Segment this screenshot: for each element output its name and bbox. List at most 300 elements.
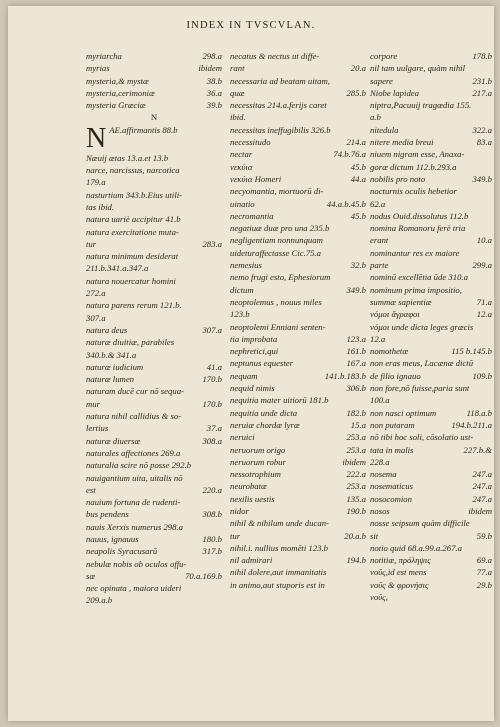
entry-text: nosocomion xyxy=(370,493,412,504)
entry-text: neoptolemi Enniani senten- xyxy=(230,321,326,332)
index-entry xyxy=(370,530,492,542)
entry-reference: 227.b.& xyxy=(463,444,492,455)
entry-text: nodus Ouid.dissolutus 112.b xyxy=(370,210,469,221)
entry-text: 100.a xyxy=(370,395,390,406)
column-1 xyxy=(86,50,222,607)
index-entry xyxy=(230,444,366,456)
index-entry xyxy=(230,333,366,345)
index-entry xyxy=(230,87,366,99)
entry-reference: 285.b xyxy=(346,87,366,98)
entry-text: de filio ignauo xyxy=(370,370,421,381)
entry-text: naturæ diuitiæ, parabiles xyxy=(86,337,175,348)
index-entry xyxy=(86,176,222,188)
index-entry xyxy=(370,136,492,148)
entry-text: nauus, ignauus xyxy=(86,533,139,544)
entry-reference: 38.b xyxy=(206,75,222,86)
entry-reference: 307.a xyxy=(202,324,222,335)
index-entry xyxy=(86,213,222,225)
entry-reference: 115 b.145.b xyxy=(451,346,492,357)
entry-text: sit xyxy=(370,530,379,541)
entry-text: nauigantium uita, uitalis nō xyxy=(86,472,183,483)
entry-text: natura nouercatur homini xyxy=(86,275,176,286)
entry-text: AE.affirmantis 88.b xyxy=(109,124,178,135)
entry-text: νοῦς,id est mens xyxy=(370,567,427,578)
entry-text: 272.a xyxy=(86,288,106,299)
entry-reference: 349.b xyxy=(346,284,366,295)
entry-text: nasturtium 343.b.Eius utili- xyxy=(86,189,183,200)
index-entry xyxy=(230,382,366,394)
index-entry xyxy=(86,447,222,459)
entry-text: natura minimum desiderat xyxy=(86,251,179,262)
index-entry xyxy=(230,222,366,234)
entry-reference: 70.a.169.b xyxy=(185,570,222,581)
entry-text: neptunus equester xyxy=(230,358,293,369)
index-entry xyxy=(230,234,366,246)
index-entry xyxy=(86,189,222,201)
entry-text: naturæ iudicium xyxy=(86,361,144,372)
index-entry xyxy=(86,164,222,176)
entry-reference: 231.b xyxy=(472,75,492,86)
entry-reference: 44.a.b.45.b xyxy=(326,198,366,209)
entry-text: natura nihil callidius & so- xyxy=(86,411,182,422)
index-entry xyxy=(86,99,222,111)
entry-reference: 170.b xyxy=(202,398,222,409)
index-entry xyxy=(370,591,492,603)
entry-reference: 37.a xyxy=(206,423,222,434)
column-2 xyxy=(230,50,366,591)
entry-text: nephretici,qui xyxy=(230,346,279,357)
index-entry xyxy=(230,173,366,185)
entry-reference: 167.a xyxy=(346,358,366,369)
entry-text: νεκύια Homeri xyxy=(230,173,282,184)
index-entry xyxy=(230,161,366,173)
entry-text: lertius xyxy=(86,423,109,434)
page-header: INDEX IN TVSCVLAN. xyxy=(186,20,316,31)
index-entry xyxy=(370,382,492,394)
index-entry xyxy=(370,234,492,246)
entry-text: sæ xyxy=(86,570,96,581)
entry-text: neoptolemus , nouus miles xyxy=(230,296,322,307)
entry-text: tata in malis xyxy=(370,444,414,455)
entry-text: narce, narcissus, narcotica xyxy=(86,165,180,176)
index-entry xyxy=(370,222,492,234)
entry-reference: 135.a xyxy=(346,493,366,504)
entry-text: 123.b xyxy=(230,309,250,320)
entry-reference: 253.a xyxy=(346,432,366,443)
entry-text: necessitas 214.a.ferijs caret xyxy=(230,100,327,111)
entry-text: naturam ducē cur nō sequa- xyxy=(86,386,184,397)
entry-reference: 20.a.b xyxy=(344,530,366,541)
index-entry xyxy=(370,50,492,62)
entry-text: nihil.i. nullius momēti 123.b xyxy=(230,542,328,553)
index-entry xyxy=(230,247,366,259)
entry-reference: 77.a xyxy=(476,567,492,578)
index-entry xyxy=(370,321,492,333)
index-entry xyxy=(86,124,222,152)
entry-text: nosse seipsum quàm difficile xyxy=(370,518,470,529)
entry-reference: 298.a xyxy=(202,51,222,61)
entry-reference: 39.b xyxy=(206,100,222,111)
index-entry xyxy=(370,456,492,468)
entry-reference: 308.a xyxy=(202,435,222,446)
index-entry xyxy=(230,566,366,578)
index-entry xyxy=(370,370,492,382)
entry-text: goræ dictum 112.b.293.a xyxy=(370,161,457,172)
index-entry xyxy=(86,312,222,324)
entry-reference: 123.a xyxy=(346,333,366,344)
entry-text: nitere media breui xyxy=(370,137,434,148)
entry-text: νεκύια xyxy=(230,161,253,172)
index-entry xyxy=(86,410,222,422)
entry-text: nexilis uestis xyxy=(230,493,275,504)
entry-reference: 118.a.b xyxy=(466,407,492,418)
entry-reference: 299.a xyxy=(472,260,492,271)
entry-text: sapere xyxy=(370,75,393,86)
index-entry xyxy=(230,62,366,74)
index-entry xyxy=(370,554,492,566)
entry-text: nidor xyxy=(230,505,249,516)
index-entry xyxy=(370,444,492,456)
index-entry xyxy=(230,407,366,419)
index-entry xyxy=(370,468,492,480)
index-entry xyxy=(86,75,222,87)
entry-text: non nasci optimum xyxy=(370,407,437,418)
index-entry xyxy=(370,148,492,160)
entry-reference: 59.b xyxy=(476,530,492,541)
entry-text: nominum prima impositio, xyxy=(370,284,462,295)
index-entry xyxy=(86,472,222,484)
index-entry xyxy=(86,521,222,533)
entry-reference: 322.a xyxy=(472,124,492,135)
index-entry xyxy=(86,558,222,570)
entry-text: nominū excellētia ūde 310.a xyxy=(370,272,468,283)
entry-reference: 15.a xyxy=(350,419,366,430)
entry-text: nosos xyxy=(370,505,390,516)
entry-text: nauis Xerxis numerus 298.a xyxy=(86,521,184,532)
index-entry xyxy=(230,579,366,591)
index-entry xyxy=(230,542,366,554)
entry-reference: 83.a xyxy=(476,137,492,148)
entry-reference: 178.b xyxy=(472,51,492,61)
entry-reference: 10.a xyxy=(476,235,492,246)
entry-text: nomina Romanoru ferè tria xyxy=(370,223,466,234)
index-entry xyxy=(86,275,222,287)
entry-text: mur xyxy=(86,398,100,409)
entry-text: a.b xyxy=(370,112,381,123)
section-letter xyxy=(86,111,222,123)
index-entry xyxy=(370,419,492,431)
index-entry xyxy=(86,324,222,336)
entry-text: nihil dolere,aut immanitatis xyxy=(230,567,327,578)
index-entry xyxy=(230,296,366,308)
entry-text: necromantia xyxy=(230,210,274,221)
index-entry xyxy=(86,226,222,238)
entry-text: notio quid 68.a.99.a.267.a xyxy=(370,542,462,553)
index-entry xyxy=(86,152,222,164)
index-entry xyxy=(370,345,492,357)
index-entry xyxy=(230,308,366,320)
entry-text: negatiuæ duæ pro una 235.b xyxy=(230,223,330,234)
entry-text: nominantur res ex maiore xyxy=(370,247,460,258)
index-entry xyxy=(86,459,222,471)
index-entry xyxy=(86,361,222,373)
entry-text: natura exercitatione muta- xyxy=(86,226,179,237)
entry-reference: 306.b xyxy=(346,383,366,394)
entry-reference: 317.b xyxy=(202,546,222,557)
index-entry xyxy=(370,99,492,111)
index-entry xyxy=(370,185,492,197)
entry-text: parte xyxy=(370,260,389,271)
index-page xyxy=(8,6,494,721)
index-entry xyxy=(230,50,366,62)
index-entry xyxy=(230,357,366,369)
index-entry xyxy=(86,385,222,397)
entry-text: uideturaffectasse Cic.75.a xyxy=(230,247,321,258)
entry-reference: 109.b xyxy=(472,370,492,381)
index-entry xyxy=(230,210,366,222)
index-entry xyxy=(370,579,492,591)
entry-text: necessitudo xyxy=(230,137,271,148)
entry-text: est xyxy=(86,484,96,495)
entry-text: νοῦς, xyxy=(370,592,388,603)
entry-text: 307.a xyxy=(86,312,106,323)
entry-reference: 247.a xyxy=(472,469,492,480)
entry-text: 211.b.341.a.347.a xyxy=(86,263,149,274)
entry-text: nequitia mater uitiorū 181.b xyxy=(230,395,329,406)
entry-reference: 180.b xyxy=(202,533,222,544)
entry-text: uinatio xyxy=(230,198,255,209)
index-entry xyxy=(230,148,366,160)
entry-text: mysteria,cerimoniæ xyxy=(86,87,155,98)
index-entry xyxy=(370,480,492,492)
entry-reference: 36.a xyxy=(206,87,222,98)
entry-text: in animo,aut stuporis est in xyxy=(230,579,325,590)
index-entry xyxy=(370,161,492,173)
index-entry xyxy=(230,284,366,296)
index-entry xyxy=(370,394,492,406)
entry-text: niptra,Pacuuij tragœdia 155. xyxy=(370,100,472,111)
entry-text: naturæ lumen xyxy=(86,374,135,385)
index-entry xyxy=(86,545,222,557)
entry-text: nemesius xyxy=(230,260,262,271)
index-entry xyxy=(230,198,366,210)
index-entry xyxy=(370,493,492,505)
index-entry xyxy=(370,407,492,419)
entry-text: nequid nimis xyxy=(230,383,275,394)
entry-reference: 217.a xyxy=(472,87,492,98)
index-entry xyxy=(230,530,366,542)
index-entry xyxy=(86,238,222,250)
index-entry xyxy=(230,370,366,382)
entry-text: non eras meus, Lacænæ dictū xyxy=(370,358,474,369)
entry-text: 12.a xyxy=(370,333,386,344)
entry-text: necyomantia, mortuorū di- xyxy=(230,186,324,197)
entry-reference: 194.b.211.a xyxy=(451,419,492,430)
entry-reference: 20.a xyxy=(350,63,366,74)
index-entry xyxy=(370,296,492,308)
index-entry xyxy=(86,373,222,385)
index-entry xyxy=(86,422,222,434)
entry-text: mysteria,& mystæ xyxy=(86,75,149,86)
entry-text: erant xyxy=(370,235,389,246)
index-entry xyxy=(370,357,492,369)
entry-text: nomothetæ xyxy=(370,346,409,357)
entry-text: natura deus xyxy=(86,324,128,335)
entry-text: nō tibi hoc soli, cōsolatio ust- xyxy=(370,432,474,443)
entry-text: non putaram xyxy=(370,419,415,430)
index-entry xyxy=(230,517,366,529)
index-entry xyxy=(86,508,222,520)
index-entry xyxy=(86,484,222,496)
entry-text: nessotrophium xyxy=(230,469,281,480)
entry-text: necatus & nectus ut diffe- xyxy=(230,51,320,61)
entry-reference: 283.a xyxy=(202,238,222,249)
index-entry xyxy=(86,62,222,74)
entry-text: nauium fortuna de rudenti- xyxy=(86,497,181,508)
entry-text: summæ sapientiæ xyxy=(370,296,432,307)
entry-text: N xyxy=(150,112,158,123)
entry-text: myriarcha xyxy=(86,51,122,61)
index-entry xyxy=(230,505,366,517)
index-entry xyxy=(370,75,492,87)
entry-text: νοῦς & φρονήσις xyxy=(370,579,429,590)
entry-text: natura uariè accipitur 41.b xyxy=(86,214,181,225)
entry-reference: 349.b xyxy=(472,173,492,184)
entry-text: rant xyxy=(230,63,245,74)
index-entry xyxy=(230,271,366,283)
index-entry xyxy=(370,173,492,185)
entry-reference: 44.a xyxy=(350,173,366,184)
entry-text: neruorum robur xyxy=(230,456,286,467)
entry-text: 62.a xyxy=(370,198,386,209)
index-entry xyxy=(370,308,492,320)
entry-reference: 12.a xyxy=(476,309,492,320)
index-entry xyxy=(370,333,492,345)
entry-text: nitedula xyxy=(370,124,399,135)
entry-reference: 308.b xyxy=(202,509,222,520)
entry-text: ibid. xyxy=(230,112,246,123)
entry-reference: 253.a xyxy=(346,481,366,492)
entry-text: 228.a xyxy=(370,456,390,467)
index-entry xyxy=(86,349,222,361)
entry-text: nocturnis oculis hebetior xyxy=(370,186,457,197)
entry-reference: 247.a xyxy=(472,481,492,492)
index-entry xyxy=(230,124,366,136)
index-entry xyxy=(86,262,222,274)
entry-reference: 161.b xyxy=(346,346,366,357)
entry-text: nil tam uulgare, quàm nihil xyxy=(370,63,465,74)
index-entry xyxy=(86,201,222,213)
entry-reference: 214.a xyxy=(346,137,366,148)
entry-reference: 45.b xyxy=(350,161,366,172)
entry-text: naturæ diuersæ xyxy=(86,435,141,446)
entry-text: nobilis pro noto xyxy=(370,173,426,184)
index-entry xyxy=(230,468,366,480)
entry-text: bus pendens xyxy=(86,509,129,520)
entry-text: 340.b.& 341.a xyxy=(86,349,137,360)
index-entry xyxy=(230,394,366,406)
entry-reference: 41.a xyxy=(206,361,222,372)
entry-text: necessaria ad beatam uitam, xyxy=(230,75,330,86)
entry-text: nectar xyxy=(230,149,253,160)
index-entry xyxy=(230,321,366,333)
index-entry xyxy=(370,431,492,443)
entry-text: negligentiam nonnunquam xyxy=(230,235,323,246)
index-entry xyxy=(370,62,492,74)
entry-text: neurobatæ xyxy=(230,481,267,492)
entry-text: tur xyxy=(230,530,241,541)
index-entry xyxy=(230,419,366,431)
index-entry xyxy=(370,271,492,283)
entry-text: Niobe lapidea xyxy=(370,87,419,98)
entry-reference: 220.a xyxy=(202,484,222,495)
entry-text: neruiæ chordæ lyræ xyxy=(230,419,300,430)
entry-text: nec opinata , maiora uideri xyxy=(86,583,182,594)
index-entry xyxy=(230,554,366,566)
index-entry xyxy=(86,435,222,447)
entry-reference: ibidem xyxy=(468,505,492,516)
entry-text: natura parens rerum 121.b. xyxy=(86,300,182,311)
entry-text: necessitas ineffugibilis 326.b xyxy=(230,124,331,135)
index-entry xyxy=(230,185,366,197)
index-entry xyxy=(370,259,492,271)
entry-reference: 29.b xyxy=(476,579,492,590)
index-entry xyxy=(370,566,492,578)
index-entry xyxy=(86,496,222,508)
entry-text: corpore xyxy=(370,51,398,61)
entry-reference: 194.b xyxy=(346,555,366,566)
entry-text: neruorum origo xyxy=(230,444,286,455)
index-entry xyxy=(230,259,366,271)
index-entry xyxy=(370,517,492,529)
entry-text: neapolis Syracusarū xyxy=(86,546,158,557)
entry-reference: 247.a xyxy=(472,493,492,504)
entry-reference: ibidem xyxy=(198,63,222,74)
index-entry xyxy=(86,533,222,545)
entry-reference: 253.a xyxy=(346,444,366,455)
entry-text: 209.a.b xyxy=(86,595,113,606)
entry-reference: 69.a xyxy=(476,555,492,566)
index-entry xyxy=(370,124,492,136)
entry-text: 179.a xyxy=(86,177,106,188)
entry-reference: 182.b xyxy=(346,407,366,418)
entry-reference: 170.b xyxy=(202,374,222,385)
index-entry xyxy=(370,505,492,517)
entry-text: tur xyxy=(86,238,97,249)
entry-text: nosema xyxy=(370,469,397,480)
entry-text: nihil & nihilum unde ducan- xyxy=(230,518,329,529)
entry-text: mysteria Græciæ xyxy=(86,100,146,111)
entry-text: non fore,nō fuisse,paria sunt xyxy=(370,383,470,394)
index-entry xyxy=(86,50,222,62)
index-entry xyxy=(86,336,222,348)
index-entry xyxy=(230,111,366,123)
entry-text: niuem nigram esse, Anaxa- xyxy=(370,149,465,160)
index-entry xyxy=(230,345,366,357)
index-entry xyxy=(230,431,366,443)
entry-text: dictum xyxy=(230,284,254,295)
entry-reference: 32.b xyxy=(350,260,366,271)
entry-reference: ibidem xyxy=(342,456,366,467)
entry-text: tas ibid. xyxy=(86,201,114,212)
entry-text: quæ xyxy=(230,87,245,98)
entry-text: nequam xyxy=(230,370,258,381)
entry-text: Næuij ætas 13.a.et 13.b xyxy=(86,152,169,163)
entry-reference: 71.a xyxy=(476,296,492,307)
entry-text: nosematicus xyxy=(370,481,413,492)
entry-text: νόμοι unde dicta leges græcis xyxy=(370,321,474,332)
entry-reference: 141.b.183.b xyxy=(324,370,366,381)
